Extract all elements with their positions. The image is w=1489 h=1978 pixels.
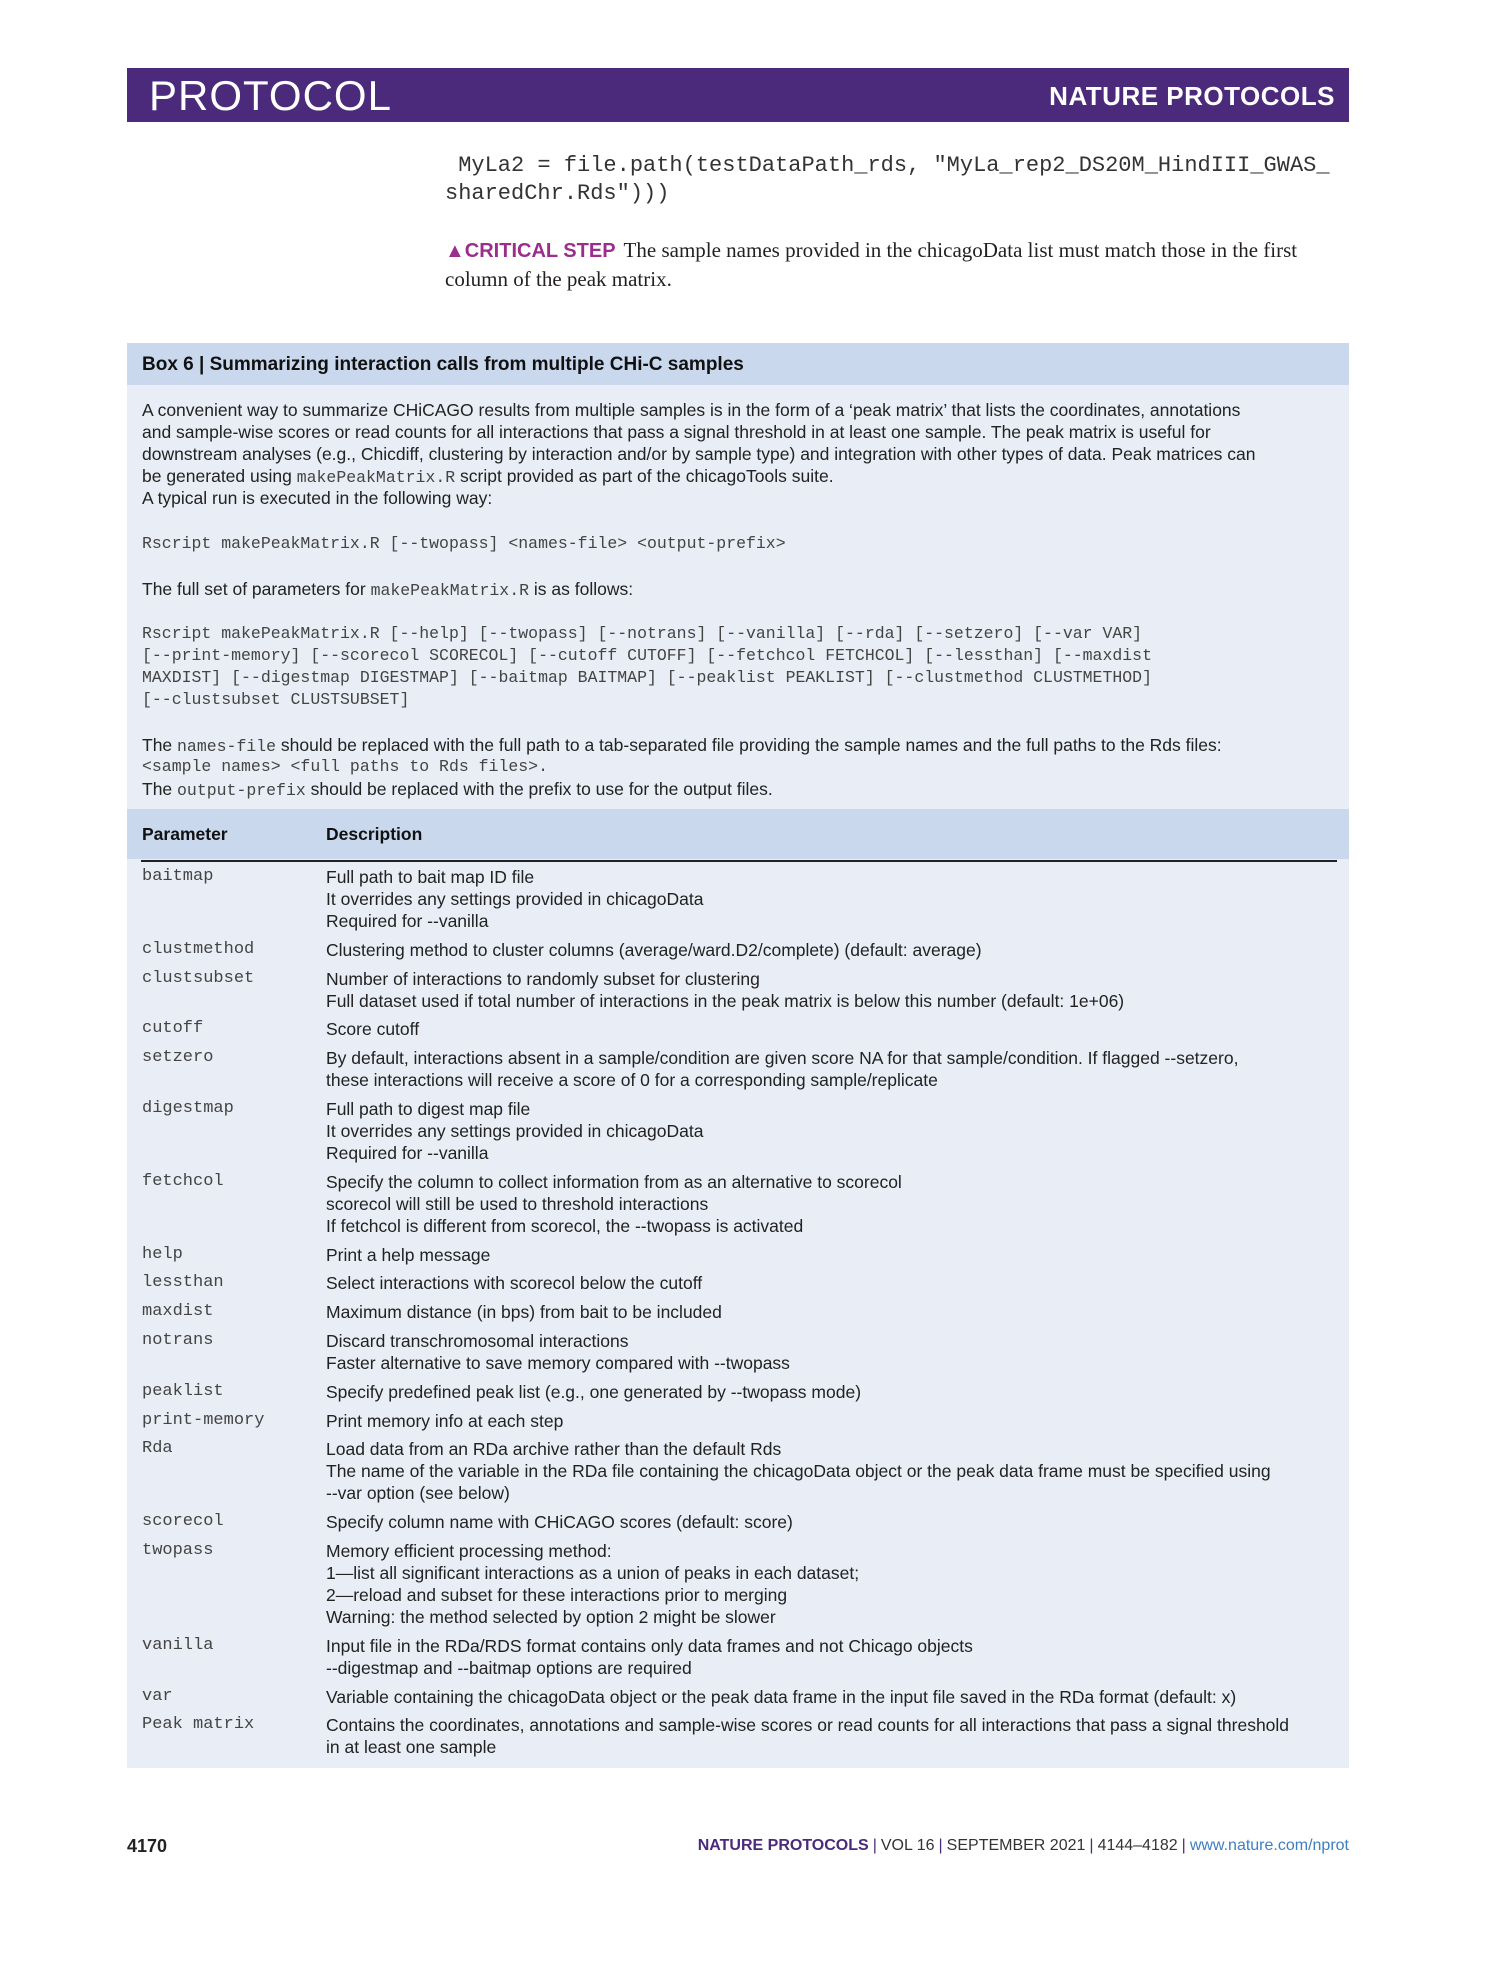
description-line: Required for --vanilla [326, 911, 489, 931]
intro-text: be generated using [142, 466, 297, 486]
description-line: scorecol will still be used to threshold interactions [326, 1193, 709, 1214]
parameter-name: notrans [142, 1331, 214, 1350]
description-line: Specify predefined peak list (e.g., one generated by --twopass mode) [326, 1381, 862, 1402]
parameter-description [326, 1438, 1336, 1504]
command-line: MAXDIST] [--digestmap DIGESTMAP] [--baitmap BAITMAP] [--peaklist PEAKLIST] [--clustmethod CLUSTMETHOD] [142, 668, 1152, 687]
parameter-name: print-memory [142, 1410, 265, 1430]
command-line: [--print-memory] [--scorecol SCORECOL] [--cutoff CUTOFF] [--fetchcol FETCHCOL] [--lessthan] [--maxdist [142, 646, 1152, 665]
description-line: Number of interactions to randomly subset for clustering [326, 968, 760, 989]
description-line: Full path to digest map file [326, 1099, 531, 1119]
description-line: Required for --vanilla [326, 1143, 489, 1163]
box-title-bar [127, 343, 1349, 385]
journal-header-bar [127, 68, 1349, 122]
box-6-panel [127, 343, 1349, 1768]
box-title: Box 6 | Summarizing interaction calls from multiple CHi-C samples [142, 354, 744, 375]
description-line: in at least one sample [326, 1737, 497, 1758]
parameter-name: clustsubset [142, 968, 255, 988]
parameter-name: var [142, 1686, 173, 1706]
description-line: Memory efficient processing method: [326, 1541, 612, 1561]
parameter-name: peaklist [142, 1381, 224, 1401]
command-example: Rscript makePeakMatrix.R [--twopass] <names-file> <output-prefix> [142, 534, 786, 553]
parameter-description [326, 968, 1336, 1012]
code-snippet [445, 152, 1355, 208]
inline-code: makePeakMatrix.R [370, 581, 530, 600]
intro-line: A convenient way to summarize CHiCAGO results from multiple samples is in the form of a ‘peak matrix’ that lists the coordinates, annotations [142, 400, 1241, 420]
description-line: Input file in the RDa/RDS format contains only data frames and not Chicago objects [326, 1635, 973, 1656]
parameter-description [326, 1098, 1336, 1164]
parameter-description [326, 1635, 1336, 1679]
text: is as follows: [529, 579, 634, 599]
description-line: It overrides any settings provided in chicagoData [326, 1121, 704, 1141]
parameter-name: fetchcol [142, 1171, 224, 1191]
description-line: Print memory info at each step [326, 1410, 564, 1431]
description-line: Contains the coordinates, annotations and sample-wise scores or read counts for all interactions that pass a signal threshold [326, 1715, 1290, 1736]
parameter-name: lessthan [142, 1273, 224, 1293]
intro-text: script provided as part of the chicagoTools suite. [455, 466, 834, 486]
parameter-description [326, 1018, 1336, 1040]
parameter-description [326, 1171, 1336, 1237]
intro-line [142, 465, 834, 489]
parameter-name: Peak matrix [142, 1715, 255, 1735]
critical-step-tag: ▲CRITICAL STEP [445, 240, 616, 262]
footer-pages: 4144–4182 [1097, 1837, 1178, 1854]
parameter-name: digestmap [142, 1099, 234, 1118]
description-line: 1—list all significant interactions as a union of peaks in each dataset; [326, 1563, 860, 1583]
description-line: If fetchcol is different from scorecol, the --twopass is activated [326, 1215, 804, 1236]
description-line: Variable containing the chicagoData object or the peak data frame in the input file saved in the RDa format (default: x) [326, 1686, 1237, 1707]
names-file-format: <sample names> <full paths to Rds files>. [142, 757, 548, 776]
parameter-description [326, 1540, 1336, 1628]
text: The full set of parameters for [142, 579, 371, 599]
footer-journal: NATURE PROTOCOLS [697, 1837, 869, 1854]
description-line: Clustering method to cluster columns (average/ward.D2/complete) (default: average) [326, 939, 982, 960]
parameter-name: baitmap [142, 867, 214, 886]
command-line: [--clustsubset CLUSTSUBSET] [142, 690, 410, 709]
description-line: --digestmap and --baitmap options are required [326, 1657, 692, 1678]
journal-name-label: NATURE PROTOCOLS [1049, 81, 1335, 111]
parameter-name: Rda [142, 1439, 173, 1459]
parameter-description [326, 1686, 1336, 1708]
description-line: By default, interactions absent in a sample/condition are given score NA for that sample/condition. If flagged --setzero, [326, 1048, 1239, 1069]
table-rule [141, 860, 1337, 862]
description-line: --var option (see below) [326, 1483, 510, 1504]
code-line: sharedChr.Rds"))) [445, 181, 670, 206]
parameter-description [326, 939, 1336, 961]
column-header-parameter: Parameter [142, 824, 228, 844]
table-header [127, 809, 1349, 859]
parameter-name: clustmethod [142, 939, 255, 959]
inline-code: output-prefix [177, 781, 306, 800]
fullset-line [142, 578, 633, 602]
parameter-name: maxdist [142, 1302, 214, 1322]
description-line: It overrides any settings provided in chicagoData [326, 889, 704, 909]
description-line: Discard transchromosomal interactions [326, 1331, 629, 1351]
article-type-label: PROTOCOL [149, 72, 392, 119]
parameter-description [326, 1244, 1336, 1266]
description-line: Specify the column to collect information from as an alternative to scorecol [326, 1171, 902, 1192]
parameter-name: vanilla [142, 1635, 214, 1655]
description-line: Print a help message [326, 1244, 491, 1265]
parameter-name: setzero [142, 1048, 214, 1068]
critical-step-note [445, 236, 1350, 293]
footer-date: SEPTEMBER 2021 [946, 1837, 1086, 1854]
intro-line: and sample-wise scores or read counts for all interactions that pass a signal threshold in at least one sample. The peak matrix is useful for [142, 422, 1211, 442]
parameter-description [326, 1047, 1336, 1091]
description-line: Full path to bait map ID file [326, 867, 535, 887]
parameter-description [326, 1511, 1336, 1533]
description-line: Maximum distance (in bps) from bait to be included [326, 1302, 722, 1323]
critical-step-text: The sample names provided in the chicagoData list must match those in the first column of the peak matrix. [445, 238, 1298, 291]
column-header-description: Description [326, 824, 423, 844]
parameter-name: cutoff [142, 1019, 204, 1039]
text: The [142, 735, 178, 755]
text: The [142, 779, 178, 799]
text: should be replaced with the full path to a tab-separated file providing the sample names and the full paths to the Rds files: [276, 735, 1222, 755]
parameter-description [326, 1330, 1336, 1374]
description-line: Specify column name with CHiCAGO scores (default: score) [326, 1512, 793, 1533]
inline-code: makePeakMatrix.R [296, 468, 456, 487]
names-file-line [142, 734, 1222, 758]
intro-line: A typical run is executed in the following way: [142, 488, 493, 508]
parameter-name: help [142, 1244, 183, 1264]
description-line: Load data from an RDa archive rather than the default Rds [326, 1439, 782, 1460]
description-line: Score cutoff [326, 1019, 420, 1040]
command-line: Rscript makePeakMatrix.R [--help] [--twopass] [--notrans] [--vanilla] [--rda] [--setzero] [--var VAR] [142, 624, 1143, 643]
description-line: Warning: the method selected by option 2 might be slower [326, 1607, 776, 1627]
parameter-description [326, 1714, 1336, 1758]
output-prefix-line [142, 778, 773, 802]
parameter-description [326, 1381, 1336, 1403]
description-line: these interactions will receive a score of 0 for a corresponding sample/replicate [326, 1070, 938, 1091]
parameter-description [326, 1301, 1336, 1323]
text: should be replaced with the prefix to use for the output files. [305, 779, 773, 799]
inline-code: names-file [177, 737, 277, 756]
description-line: Select interactions with scorecol below the cutoff [326, 1273, 703, 1294]
description-line: Full dataset used if total number of interactions in the peak matrix is below this number (default: 1e+06) [326, 990, 1125, 1011]
description-line: The name of the variable in the RDa file containing the chicagoData object or the peak data frame must be specified using [326, 1461, 1271, 1482]
code-line: MyLa2 = file.path(testDataPath_rds, "MyLa_rep2_DS20M_HindIII_GWAS_ [445, 153, 1330, 178]
intro-line: downstream analyses (e.g., Chicdiff, clustering by interaction and/or by sample type) and integration with other types of data. Peak matrices can [142, 444, 1256, 464]
parameter-description [326, 866, 1336, 932]
description-line: 2—reload and subset for these interactions prior to merging [326, 1585, 788, 1605]
footer-citation: NATURE PROTOCOLS | VOL 16 | SEPTEMBER 2021 | 4144–4182 | www.nature.com/nprot [697, 1837, 1349, 1854]
parameter-name: twopass [142, 1541, 214, 1560]
page-number: 4170 [127, 1836, 168, 1856]
parameter-description [326, 1272, 1336, 1294]
footer-url[interactable]: www.nature.com/nprot [1189, 1837, 1349, 1854]
parameter-description [326, 1410, 1336, 1432]
footer-volume: VOL 16 [880, 1837, 935, 1854]
description-line: Faster alternative to save memory compared with --twopass [326, 1353, 790, 1373]
parameter-name: scorecol [142, 1512, 224, 1532]
